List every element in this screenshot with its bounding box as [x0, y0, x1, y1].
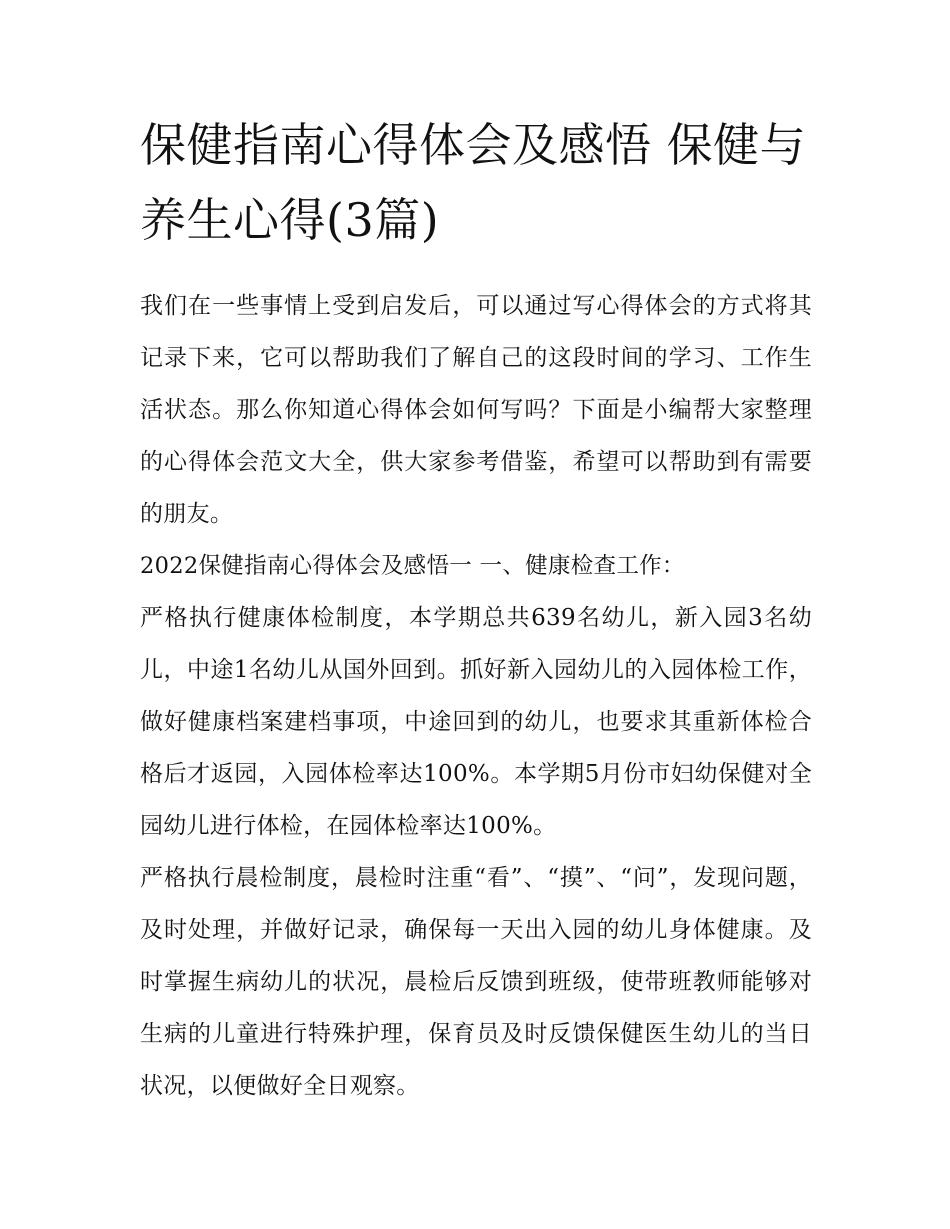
section-heading: 2022保健指南心得体会及感悟一 一、健康检查工作： — [140, 553, 685, 579]
intro-paragraph: 我们在一些事情上受到启发后，可以通过写心得体会的方式将其记录下来，它可以帮助我们了解自己的这段时间的学习、工作生活状态。那么你知道心得体会如何写吗？下面是小编帮大家整理的心得体会范文大全，供大家参考借鉴，希望可以帮助到有需要的朋友。 — [140, 293, 812, 527]
body-paragraph-morning-check: 严格执行晨检制度，晨检时注重“看”、“摸”、“问”，发现问题，及时处理，并做好记录，确保每一天出入园的幼儿身体健康。及时掌握生病幼儿的状况，晨检后反馈到班级，使带班教师能够对生病的儿童进行特殊护理，保育员及时反馈保健医生幼儿的当日状况，以便做好全日观察。 — [140, 865, 812, 1099]
body-paragraph-health-check: 严格执行健康体检制度，本学期总共639名幼儿，新入园3名幼儿，中途1名幼儿从国外回到。抓好新入园幼儿的入园体检工作，做好健康档案建档事项，中途回到的幼儿，也要求其重新体检合格后才返园，入园体检率达100%。本学期5月份市妇幼保健对全园幼儿进行体检，在园体检率达100%。 — [140, 605, 812, 839]
document-title: 保健指南心得体会及感悟 保健与养生心得(3篇) — [140, 118, 807, 247]
